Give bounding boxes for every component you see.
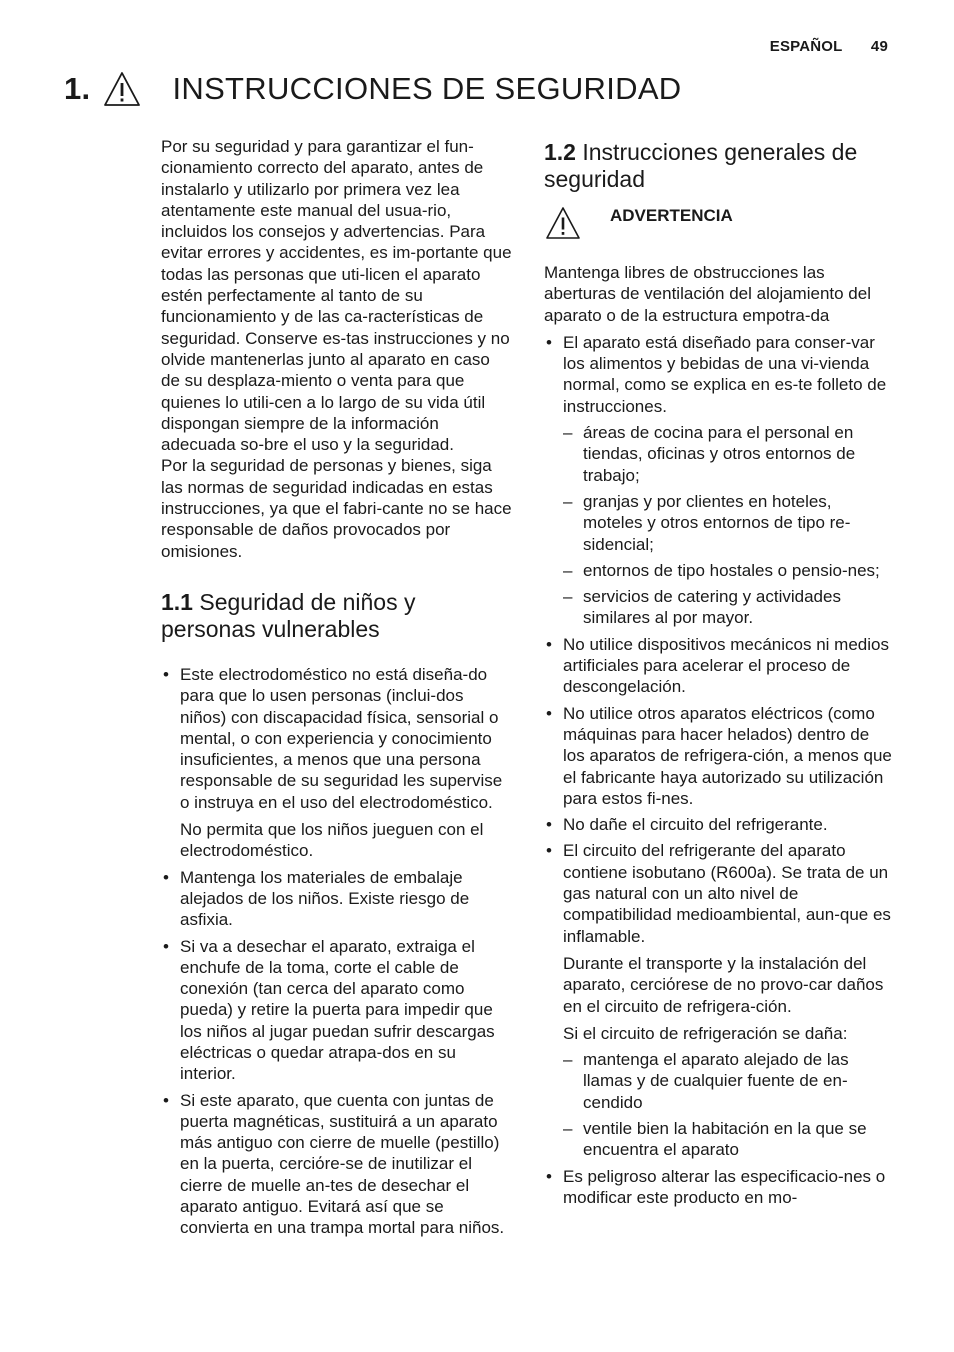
dash-list [563, 1049, 894, 1160]
general-safety-list [544, 332, 894, 1208]
list-item-text: No utilice otros aparatos eléctricos (como máquinas para hacer helados) dentro de los aparatos de refrigera-ción, a menos que el fabricante haya autorizado su utilización para estos fi-nes. [563, 703, 892, 808]
list-item-text: Si este aparato, que cuenta con juntas de puerta magnéticas, sustituirá a un aparato más antiguo con cierre de muelle (pestillo) en la puerta, cerciόre-se de inutilizar el cierre de muelle an-tes de desechar el aparato antiguo. Evitará así que se convierta en una trampa mortal para niños. [180, 1090, 505, 1238]
dash-list [563, 422, 894, 629]
list-item-text: No dañe el circuito del refrigerante. [563, 815, 828, 835]
list-item [161, 664, 513, 862]
list-item-subtext: Durante el transporte y la instalación del aparato, cerciόrese de no provo-car daños en el circuito de refrigera-ción. [563, 953, 884, 1016]
list-item-text: No utilice dispositivos mecánicos ni medios artificiales para acelerar el proceso de descongelación. [563, 634, 889, 697]
list-item-subtext: No permita que los niños jueguen con el electrodoméstico. [180, 820, 484, 861]
list-item [544, 840, 894, 1160]
list-item-subtext: Si el circuito de refrigeración se daña: [563, 1023, 848, 1043]
chapter-title-text: INSTRUCCIONES DE SEGURIDAD [172, 71, 682, 106]
list-item [544, 814, 894, 835]
list-item [544, 1166, 894, 1209]
list-item [544, 634, 894, 698]
list-item-text: El aparato está diseñado para conser-var los alimentos y bebidas de una vi-vienda normal, como se explica en es-te folleto de instrucciones. [563, 332, 887, 416]
list-item [161, 936, 513, 1085]
list-item-text: Este electrodoméstico no está diseña-do para que lo usen personas (inclui-dos niños) con discapacidad física, sensorial o mental, o con experiencia y conocimiento insuficientes, a menos que una persona responsable de su seguridad les supervise o instruya en el uso del electrodoméstico. [180, 664, 503, 812]
list-item-text: Es peligroso alterar las especificacio-nes o modificar este producto en mo- [563, 1166, 886, 1207]
language-label: ESPAÑOL [769, 38, 843, 55]
intro-paragraph: Por su seguridad y para garantizar el fun-cionamiento correcto del aparato, antes de instalarlo y utilizarlo por primera vez lea atentamente este manual del usua-rio, incluidos los consejos y advertencias. Para evitar errores y accidentes, es im-portante que todas las personas que uti-licen el aparato estén perfectamente al tanto de su funcionamiento y de las ca-racterísticas de seguridad. Conserve es-tas instrucciones y no olvide mantenerlas junto al aparato en caso de su desplaza-miento o venta para que quienes lo utili-cen a lo largo de su vida útil dispongan siempre de la información adecuada so-bre el uso y la seguridad. [161, 137, 512, 455]
list-item [544, 703, 894, 809]
list-item-text: El circuito del refrigerante del aparato contiene isobutano (R600a). Se trata de un gas natural con un alto nivel de compatibilidad medioambiental, aun-que es inflamable. [563, 841, 891, 946]
warning-triangle-icon [544, 205, 582, 241]
section-heading-1-2 [544, 139, 894, 193]
section-heading-1-1 [161, 589, 513, 643]
dash-item: – áreas de cocina para el personal en tiendas, oficinas y otros entornos de trabajo; [563, 422, 894, 486]
list-item [544, 332, 894, 629]
section-title: Seguridad de niños y personas vulnerables [161, 588, 416, 642]
list-item [161, 1090, 513, 1239]
dash-item: – mantenga el aparato alejado de las llamas y de cualquier fuente de en-cendido [563, 1049, 894, 1113]
dash-item: – granjas y por clientes en hoteles, moteles y otros entornos de tipo re-sidencial; [563, 491, 894, 555]
section-number: 1.2 [544, 139, 576, 165]
dash-item: – entornos de tipo hostales o pensio-nes; [563, 560, 894, 581]
page-number: 49 [870, 38, 888, 55]
chapter-title [64, 66, 682, 112]
chapter-number: 1. [64, 71, 91, 106]
list-item [161, 867, 513, 931]
section-title: Instrucciones generales de seguridad [544, 139, 858, 192]
section-number: 1.1 [161, 588, 193, 615]
list-item-text: Mantenga los materiales de embalaje alejados de los niños. Existe riesgo de asfixia. [180, 867, 470, 930]
warning-text: Mantenga libres de obstrucciones las aberturas de ventilación del alojamiento del aparato o de la estructura empotra-da [544, 263, 871, 325]
page-header [770, 38, 888, 55]
left-column [161, 136, 513, 1244]
warning-label: ADVERTENCIA [610, 206, 733, 225]
right-column [544, 136, 894, 1213]
warning-box [544, 205, 894, 241]
intro-paragraph-2: Por la seguridad de personas y bienes, siga las normas de seguridad indicadas en estas instrucciones, ya que el fabri-cante no se hace responsable de daños provocados por omisiones. [161, 456, 512, 561]
list-item-text: Si va a desechar el aparato, extraiga el enchufe de la toma, corte el cable de conexión (tan cerca del aparato como pueda) y retire la puerta para impedir que los niños al jugar puedan sufrir descargas eléctricas o quedar atrapa-dos en su interior. [180, 936, 495, 1084]
warning-triangle-icon [102, 70, 142, 108]
dash-item: – ventile bien la habitación en la que se encuentra el aparato [563, 1118, 894, 1161]
dash-item: – servicios de catering y actividades similares al por mayor. [563, 586, 894, 629]
child-safety-list [161, 664, 513, 1239]
